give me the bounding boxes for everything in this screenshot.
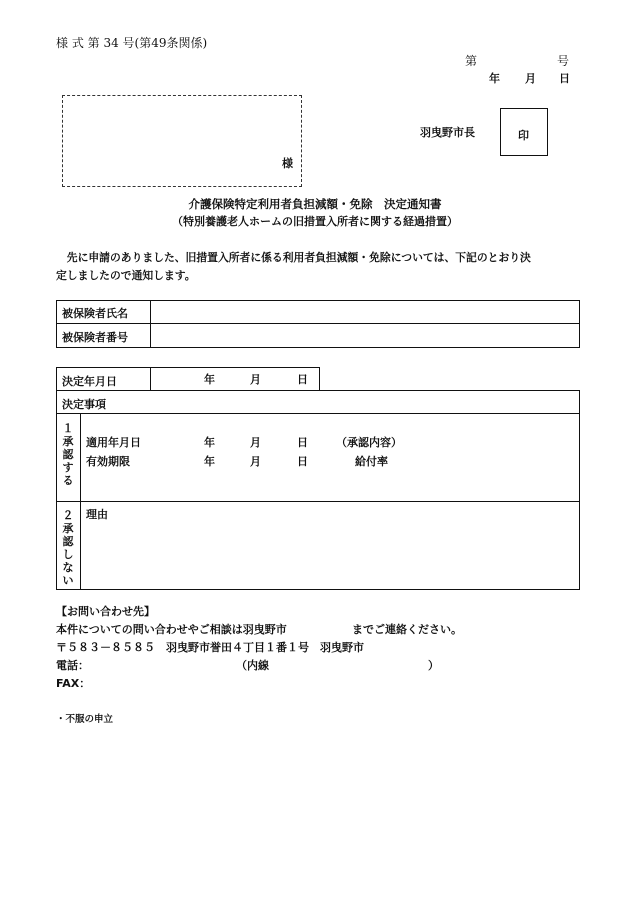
intro-line-1: 先に申請のありました、旧措置入所者に係る利用者負担減額・免除については、下記のとおり決 xyxy=(56,251,531,264)
fax-label: FAX： xyxy=(56,677,91,690)
decision-month: 月 xyxy=(250,373,261,386)
apply-month: 月 xyxy=(250,436,261,449)
number-dai: 第 xyxy=(465,54,478,68)
document-title: 介護保険特定利用者負担減額・免除 決定通知書 xyxy=(188,197,442,211)
contact-heading: 【お問い合わせ先】 xyxy=(56,605,155,618)
number-go: 号 xyxy=(557,54,570,68)
addressee-suffix: 様 xyxy=(282,157,293,170)
form-label: 様 式 第 34 号(第49条関係) xyxy=(56,36,208,50)
insured-number-label: 被保険者番号 xyxy=(62,331,128,344)
contact-address: 〒５８３－８５８５ 羽曳野市誉田４丁目１番１号 羽曳野市 xyxy=(56,641,364,654)
reason-label: 理由 xyxy=(86,508,108,521)
decision-table xyxy=(56,390,580,590)
issuer-name: 羽曳野市長 xyxy=(420,126,475,139)
date-year: 年 xyxy=(489,72,500,85)
document-subtitle: （特別養護老人ホームの旧措置入所者に関する経過措置） xyxy=(172,215,458,228)
extension-open: （内線 xyxy=(236,659,269,672)
apply-day: 日 xyxy=(297,436,308,449)
contact-line-1a: 本件についての問い合わせやご相談は羽曳野市 xyxy=(56,623,287,636)
deny-label: ２承認しない xyxy=(62,509,74,587)
approve-label: １承認する xyxy=(62,422,74,487)
contact-line-1b: までご連絡ください。 xyxy=(352,623,462,636)
insured-table xyxy=(56,300,580,348)
decision-day: 日 xyxy=(297,373,308,386)
valid-month: 月 xyxy=(250,455,261,468)
extension-close: ） xyxy=(428,659,439,672)
appeal-heading: ・不服の申立 xyxy=(56,714,114,725)
date-month: 月 xyxy=(525,72,536,85)
seal-mark: 印 xyxy=(518,129,529,142)
decision-year: 年 xyxy=(204,373,215,386)
decision-matters-label: 決定事項 xyxy=(62,398,106,411)
valid-day: 日 xyxy=(297,455,308,468)
phone-label: 電話： xyxy=(56,659,89,672)
apply-date-label: 適用年月日 xyxy=(86,436,141,449)
valid-label: 有効期限 xyxy=(86,455,130,468)
date-day: 日 xyxy=(559,72,570,85)
insured-name-label: 被保険者氏名 xyxy=(62,307,128,320)
intro-line-2: 定しましたので通知します。 xyxy=(56,269,196,282)
address-box xyxy=(62,95,302,187)
benefit-rate-label: 給付率 xyxy=(355,455,388,468)
valid-year: 年 xyxy=(204,455,215,468)
decision-date-label: 決定年月日 xyxy=(62,375,117,388)
apply-year: 年 xyxy=(204,436,215,449)
approval-content-label: （承認内容） xyxy=(336,436,402,449)
